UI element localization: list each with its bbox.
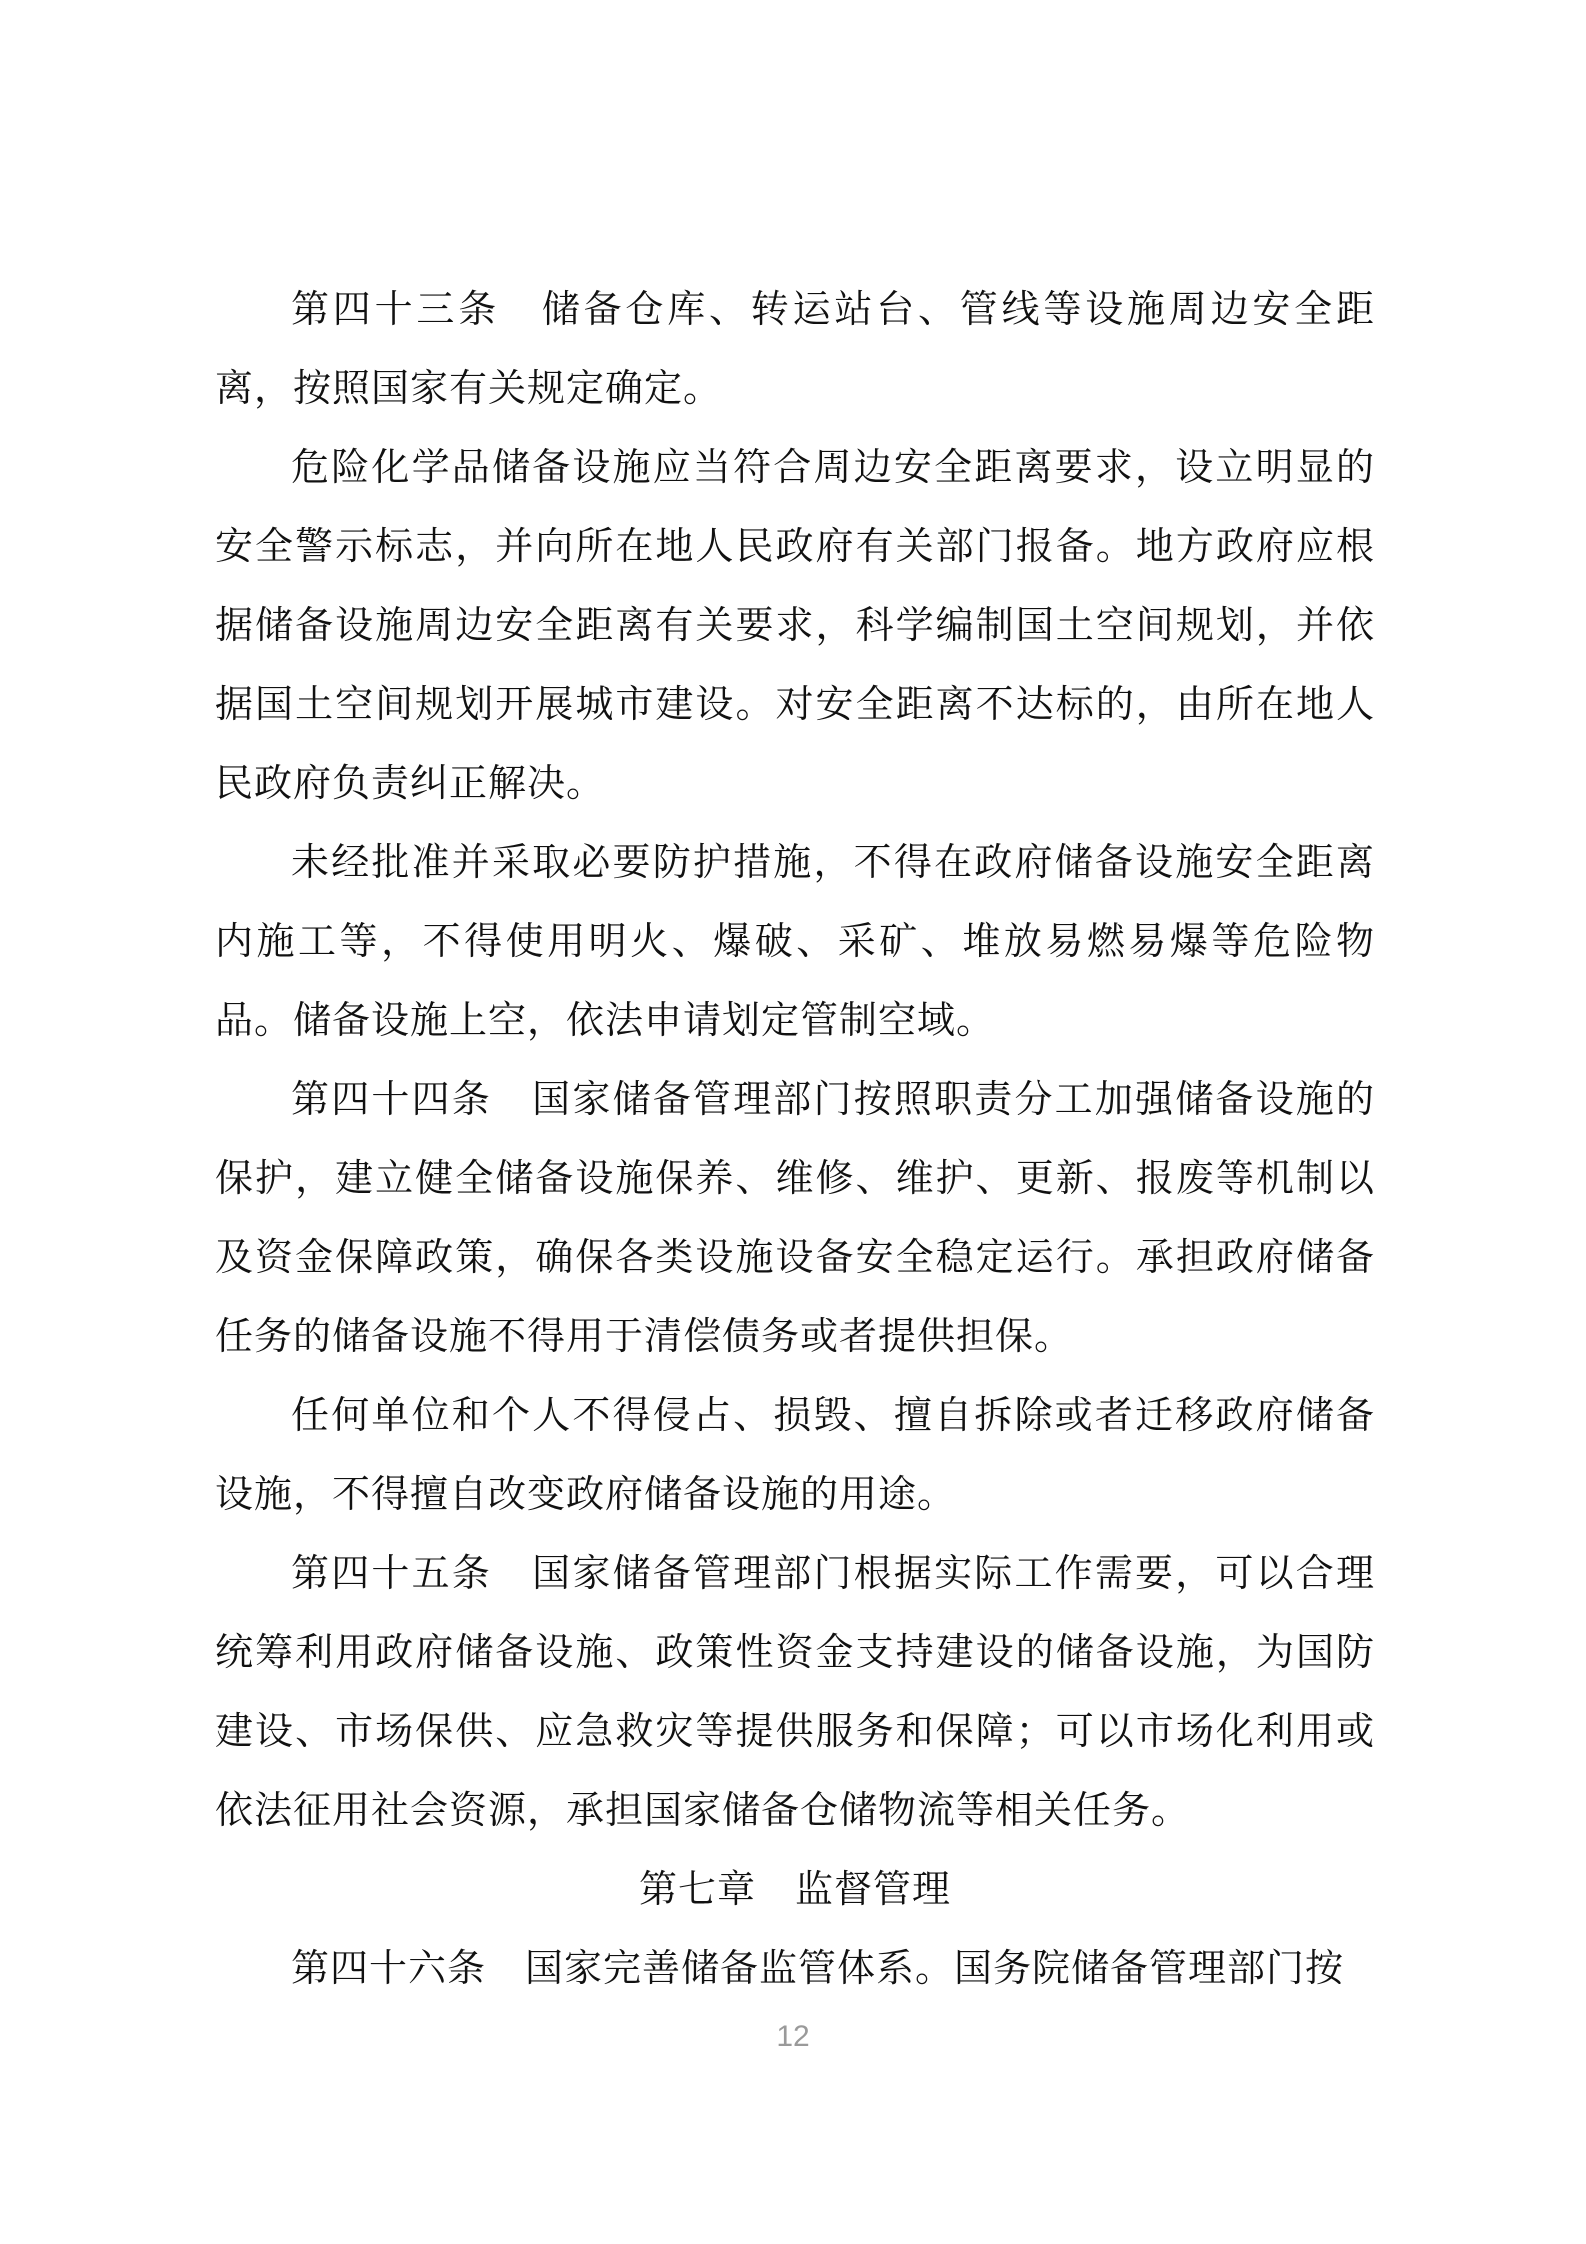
article-44-paragraph: 第四十四条 国家储备管理部门按照职责分工加强储备设施的保护，建立健全储备设施保养、维修、维护、更新、报废等机制以及资金保障政策，确保各类设施设备安全稳定运行。承担政府储备任务的储备设施不得用于清偿债务或者提供担保。 [215, 1077, 1375, 1358]
hazardous-chemicals-paragraph: 危险化学品储备设施应当符合周边安全距离要求，设立明显的安全警示标志，并向所在地人民政府有关部门报备。地方政府应根据储备设施周边安全距离有关要求，科学编制国土空间规划，并依据国土空间规划开展城市建设。对安全距离不达标的，由所在地人民政府负责纠正解决。 [215, 445, 1375, 805]
facility-protection-paragraph: 任何单位和个人不得侵占、损毁、擅自拆除或者迁移政府储备设施，不得擅自改变政府储备设施的用途。 [215, 1393, 1375, 1516]
chapter-heading: 第七章 监督管理 [638, 1867, 951, 1911]
article-43-paragraph: 第四十三条 储备仓库、转运站台、管线等设施周边安全距离，按照国家有关规定确定。 [215, 287, 1375, 410]
construction-restriction-paragraph: 未经批准并采取必要防护措施，不得在政府储备设施安全距离内施工等，不得使用明火、爆破、采矿、堆放易燃易爆等危险物品。储备设施上空，依法申请划定管制空域。 [215, 840, 1375, 1042]
document-body [215, 270, 1375, 2008]
article-45-paragraph: 第四十五条 国家储备管理部门根据实际工作需要，可以合理统筹利用政府储备设施、政策性资金支持建设的储备设施，为国防建设、市场保供、应急救灾等提供服务和保障；可以市场化利用或依法征用社会资源，承担国家储备仓储物流等相关任务。 [215, 1551, 1375, 1832]
page-number: 12 [776, 2020, 810, 2053]
article-46-paragraph: 第四十六条 国家完善储备监管体系。国务院储备管理部门按 [291, 1946, 1345, 1990]
